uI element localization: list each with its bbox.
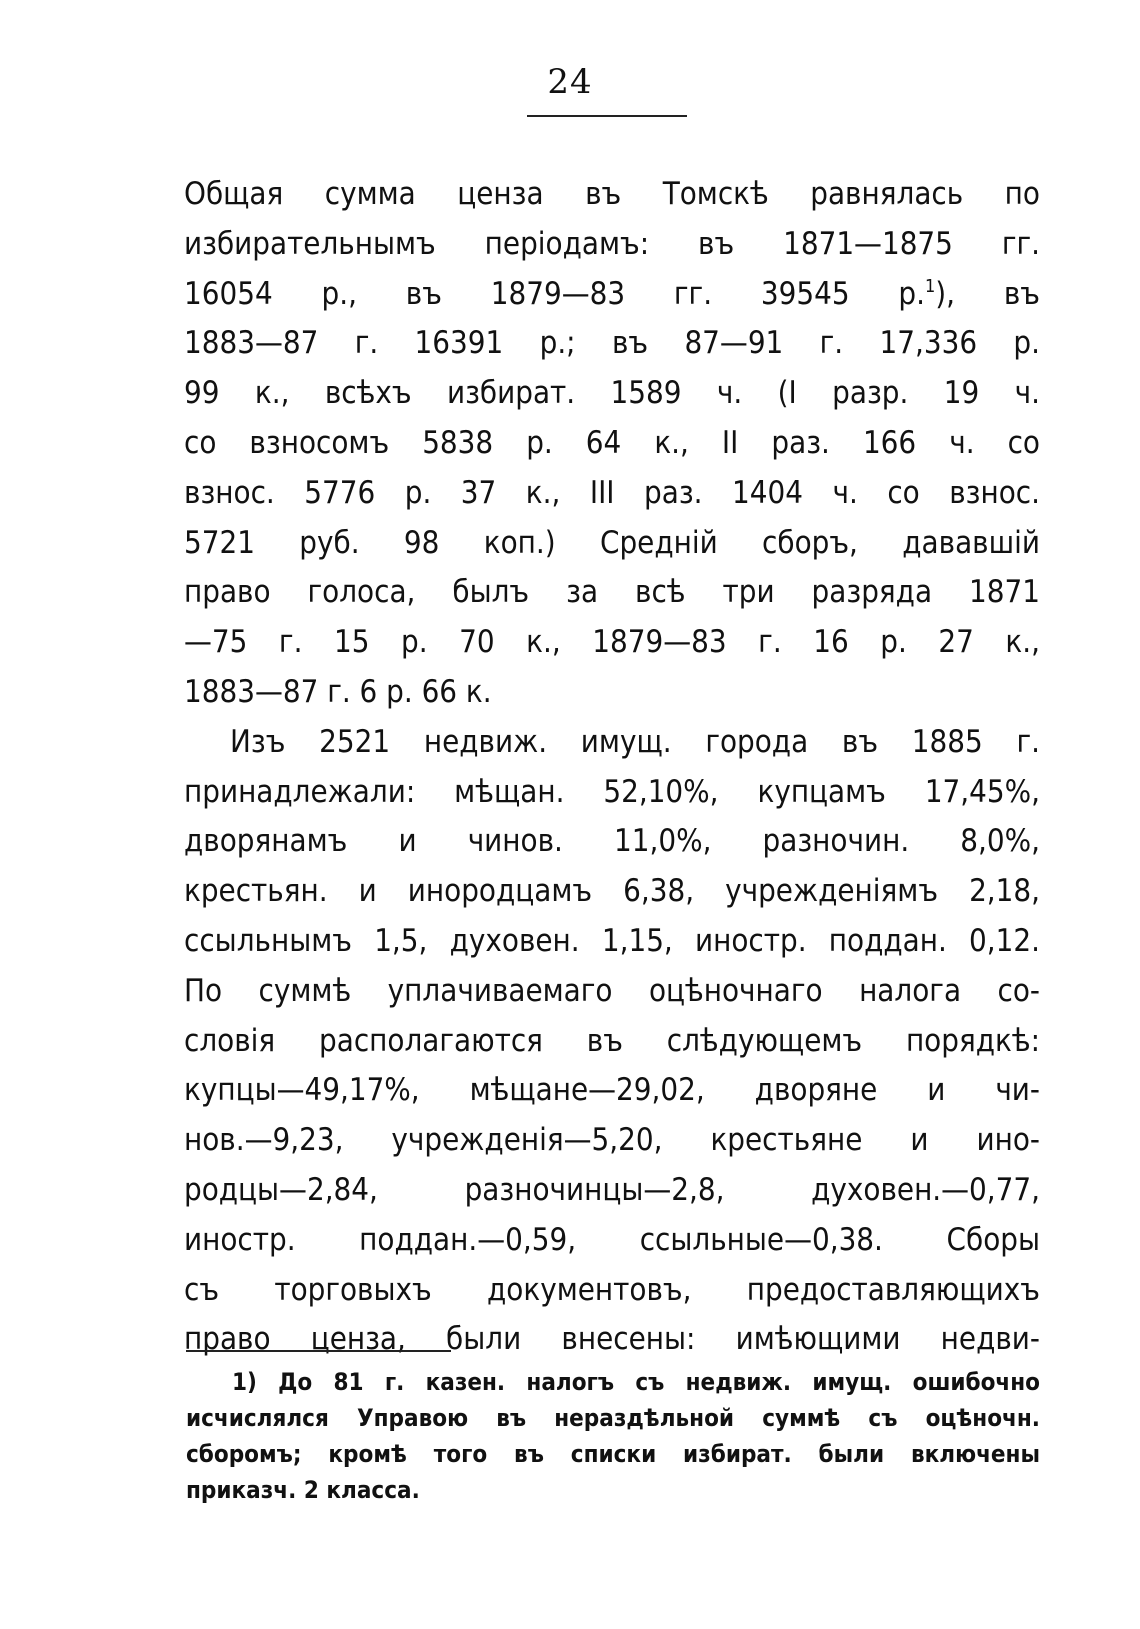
text-line-5: 99 к., всѣхъ избират. 1589 ч. (I разр. 19 ч. <box>184 375 1040 412</box>
text-line-16: ссыльнымъ 1,5, духовен. 1,15, иностр. поддан. 0,12. <box>184 922 1040 959</box>
text-line-9: право голоса, былъ за всѣ три разряда 1871 <box>184 574 1040 611</box>
page-number-rule <box>527 115 687 117</box>
footnote-line-3: сборомъ; кромѣ того въ списки избират. были включены <box>186 1440 1040 1468</box>
text-line-13: принадлежали: мѣщан. 52,10%, купцамъ 17,45%, <box>184 773 1040 810</box>
text-line-8: 5721 руб. 98 коп.) Средній сборъ, дававшій <box>184 524 1040 561</box>
text-line-3-tail: ), въ <box>935 275 1040 312</box>
footnote-line-1: 1) До 81 г. казен. налогъ съ недвиж. имущ. ошибочно <box>232 1368 1040 1396</box>
page-number: 24 <box>547 62 593 102</box>
text-line-6: со взносомъ 5838 р. 64 к., II раз. 166 ч. со <box>184 424 1040 461</box>
text-line-11: 1883—87 г. 6 р. 66 к. <box>184 673 492 710</box>
footnote-marker: 1 <box>924 275 936 297</box>
text-line-22: иностр. поддан.—0,59, ссыльные—0,38. Сборы <box>184 1221 1040 1258</box>
text-line-17: По суммѣ уплачиваемаго оцѣночнаго налога со- <box>184 972 1040 1009</box>
text-line-24: право ценза, были внесены: имѣющими недви- <box>184 1321 1040 1358</box>
text-line-7: взнос. 5776 р. 37 к., III раз. 1404 ч. со взнос. <box>184 474 1040 511</box>
text-line-1: Общая сумма ценза въ Томскѣ равнялась по <box>184 176 1040 212</box>
footnote-line-2: исчислялся Управою въ нераздѣльной суммѣ съ оцѣночн. <box>186 1404 1040 1432</box>
footnote-rule <box>186 1350 451 1352</box>
text-line-20: нов.—9,23, учрежденія—5,20, крестьяне и ино- <box>184 1122 1040 1159</box>
text-line-19: купцы—49,17%, мѣщане—29,02, дворяне и чи- <box>184 1072 1040 1109</box>
text-line-4: 1883—87 г. 16391 р.; въ 87—91 г. 17,336 р. <box>184 325 1040 362</box>
text-line-23: съ торговыхъ документовъ, предоставляющихъ <box>184 1271 1040 1308</box>
text-line-2: избирательнымъ періодамъ: въ 1871—1875 гг. <box>184 225 1040 262</box>
body-text <box>184 170 1040 1365</box>
text-line-14: дворянамъ и чинов. 11,0%, разночин. 8,0%, <box>184 823 1040 860</box>
footnotes <box>186 1364 1040 1508</box>
text-line-18: словія располагаются въ слѣдующемъ порядкѣ: <box>184 1022 1040 1059</box>
text-line-15: крестьян. и инородцамъ 6,38, учрежденіямъ 2,18, <box>184 873 1040 910</box>
text-line-12: Изъ 2521 недвиж. имущ. города въ 1885 г. <box>230 723 1040 760</box>
text-line-10: —75 г. 15 р. 70 к., 1879—83 г. 16 р. 27 к., <box>184 624 1040 661</box>
footnote-line-4: приказч. 2 класса. <box>186 1476 420 1504</box>
text-line-3-main: 16054 р., въ 1879—83 гг. 39545 р. <box>184 275 925 312</box>
text-line-21: родцы—2,84, разночинцы—2,8, духовен.—0,77, <box>184 1171 1040 1208</box>
text-line-3 <box>184 270 1040 320</box>
